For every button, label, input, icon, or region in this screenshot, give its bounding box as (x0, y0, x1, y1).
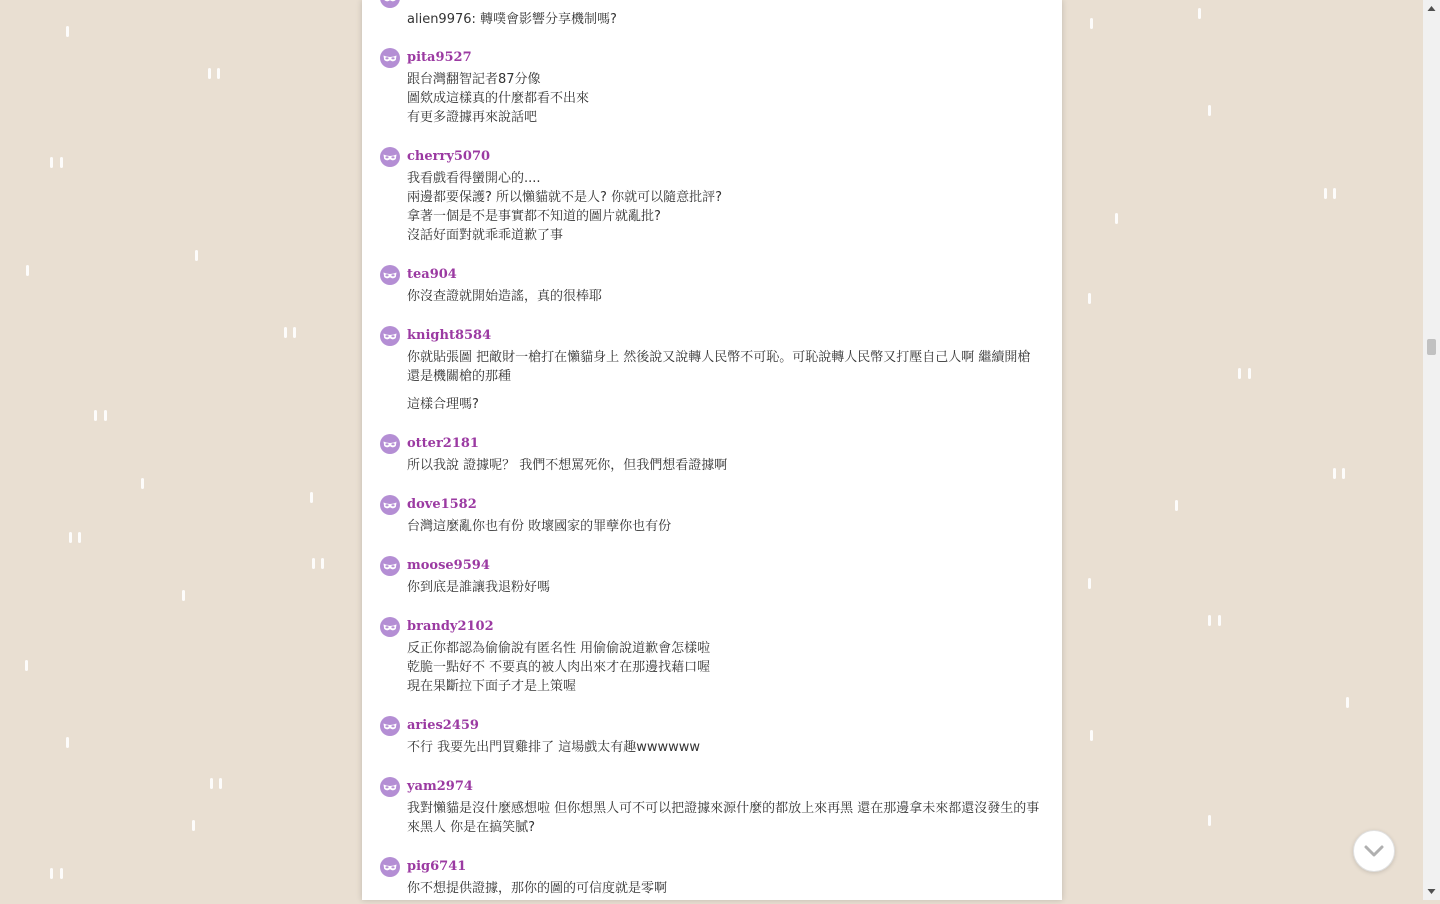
bg-dash (1324, 188, 1327, 199)
comment-body (407, 639, 1047, 696)
comment-line: 兩邊都要保護? 所以懶貓就不是人? 你就可以隨意批評? (407, 190, 722, 205)
comment-line: 沒話好面對就乖乖道歉了事 (407, 228, 564, 243)
bg-dash (1208, 815, 1211, 826)
bg-dash (66, 737, 69, 748)
bg-dash (50, 157, 53, 168)
comment-line: 我對懶貓是沒什麼感想啦 但你想黑人可不可以把證據來源什麼的都放上來再黑 還在那邊拿未來都還沒發生的事來黑人 你是在搞笑膩? (407, 801, 1040, 835)
bg-dash (182, 590, 185, 601)
avatar[interactable] (380, 147, 400, 167)
mask-icon (380, 857, 400, 877)
avatar[interactable] (380, 434, 400, 454)
bg-dash (1333, 188, 1336, 199)
scroll-down-arrow[interactable] (1423, 883, 1440, 900)
mask-icon (380, 265, 400, 285)
bg-dash (1346, 697, 1349, 708)
mask-icon (380, 777, 400, 797)
bg-dash (1175, 500, 1178, 511)
comment-line: 你到底是誰讓我退粉好嗎 (407, 580, 551, 595)
bg-dash (1342, 468, 1345, 479)
bg-dash (60, 868, 63, 879)
bg-dash (321, 558, 324, 569)
username[interactable]: dove1582 (407, 497, 477, 512)
username[interactable]: aries2459 (407, 718, 479, 733)
comment-body (407, 578, 1047, 597)
bg-dash (1208, 615, 1211, 626)
comment-line: 圖欸成這樣真的什麼都看不出來 (407, 91, 590, 106)
page-scrollbar[interactable] (1423, 0, 1440, 900)
bg-dash (69, 532, 72, 543)
bg-dash (1088, 578, 1091, 589)
mask-icon (380, 48, 400, 68)
bg-dash (208, 68, 211, 79)
username[interactable]: otter2181 (407, 436, 479, 451)
bg-dash (60, 157, 63, 168)
username[interactable]: pig6741 (407, 859, 467, 874)
bg-dash (1088, 293, 1091, 304)
bg-dash (1218, 615, 1221, 626)
comment-line: 反正你都認為偷偷說有匿名性 用偷偷說道歉會怎樣啦 (407, 641, 711, 656)
username[interactable]: knight8584 (407, 328, 492, 343)
comment-body (407, 169, 1047, 245)
bg-dash (1333, 468, 1336, 479)
comment-line: alien9976: 轉噗會影響分享機制嗎? (407, 12, 617, 27)
bg-dash (141, 478, 144, 489)
comment-line: 所以我說 證據呢？ 我們不想罵死你，但我們想看證據啊 (407, 458, 728, 473)
avatar[interactable] (380, 48, 400, 68)
comment-line: 你沒查證就開始造謠，真的很棒耶 (407, 289, 603, 304)
comment-line: 你就貼張圖 把敵財一槍打在懶貓身上 然後說又說轉人民幣不可恥。可恥說轉人民幣又打壓自己人啊 繼續開槍 還是機關槍的那種 (407, 350, 1031, 384)
username[interactable]: yam2974 (407, 779, 473, 794)
mask-icon (380, 716, 400, 736)
username[interactable]: tea904 (407, 267, 457, 282)
avatar[interactable] (380, 716, 400, 736)
bg-dash (1115, 213, 1118, 224)
arrow-up-icon (1423, 0, 1440, 17)
mask-icon (380, 556, 400, 576)
paragraph-gap (407, 386, 1047, 395)
bg-dash (293, 327, 296, 338)
bg-dash (104, 410, 107, 421)
scroll-down-button[interactable] (1353, 830, 1395, 872)
username[interactable]: moose9594 (407, 558, 490, 573)
bg-dash (217, 68, 220, 79)
avatar[interactable] (380, 0, 400, 8)
bg-dash (284, 327, 287, 338)
comment-line: 跟台灣翻智記者87分像 (407, 72, 541, 87)
bg-dash (26, 265, 29, 276)
bg-dash (1248, 368, 1251, 379)
username[interactable]: brandy2102 (407, 619, 494, 634)
bg-dash (192, 820, 195, 831)
comment-body (407, 70, 1047, 127)
comment-line: 不行 我要先出門買雞排了 這場戲太有趣wwwwww (407, 740, 701, 755)
avatar[interactable] (380, 617, 400, 637)
avatar[interactable] (380, 777, 400, 797)
comment-line: 這樣合理嗎? (407, 397, 479, 412)
bg-dash (195, 250, 198, 261)
comment-line: 我看戲看得蠻開心的.... (407, 171, 541, 186)
bg-dash (1208, 105, 1211, 116)
avatar[interactable] (380, 556, 400, 576)
bg-dash (1090, 18, 1093, 29)
comment-body (407, 287, 1047, 306)
comment-line: 台灣這麼亂你也有份 敗壞國家的罪孽你也有份 (407, 519, 672, 534)
comment-line: 拿著一個是不是事實都不知道的圖片就亂批? (407, 209, 661, 224)
comment-body (407, 456, 1047, 475)
comment-line: 你不想提供證據，那你的圖的可信度就是零啊 (407, 881, 668, 896)
bg-dash (1198, 8, 1201, 19)
arrow-down-icon (1423, 883, 1440, 900)
bg-dash (50, 868, 53, 879)
comment-body (407, 517, 1047, 536)
scroll-up-arrow[interactable] (1423, 0, 1440, 17)
bg-dash (219, 778, 222, 789)
avatar[interactable] (380, 495, 400, 515)
bg-dash (94, 410, 97, 421)
username[interactable]: pita9527 (407, 50, 472, 65)
comment-body (407, 879, 1047, 898)
username[interactable]: cherry5070 (407, 149, 491, 164)
avatar[interactable] (380, 326, 400, 346)
comment-body (407, 738, 1047, 757)
comment-line: 乾脆一點好不 不要真的被人肉出來才在那邊找藉口喔 (407, 660, 711, 675)
mask-icon (380, 617, 400, 637)
mask-icon (380, 147, 400, 167)
avatar[interactable] (380, 857, 400, 877)
scroll-thumb[interactable] (1427, 339, 1436, 355)
comment-thread (362, 0, 1062, 900)
bg-dash (66, 26, 69, 37)
bg-dash (312, 558, 315, 569)
mask-icon (380, 0, 400, 8)
bg-dash (25, 660, 28, 671)
comment-body (407, 10, 1047, 29)
mask-icon (380, 434, 400, 454)
comment-body (407, 799, 1047, 837)
bg-dash (210, 778, 213, 789)
bg-dash (1238, 368, 1241, 379)
avatar[interactable] (380, 265, 400, 285)
bg-dash (78, 532, 81, 543)
comment-line: 現在果斷拉下面子才是上策喔 (407, 679, 577, 694)
comment-line: 有更多證據再來說話吧 (407, 110, 538, 125)
mask-icon (380, 495, 400, 515)
chevron-down-icon (1354, 831, 1394, 871)
mask-icon (380, 326, 400, 346)
bg-dash (310, 492, 313, 503)
bg-dash (1090, 730, 1093, 741)
comment-body (407, 348, 1047, 414)
